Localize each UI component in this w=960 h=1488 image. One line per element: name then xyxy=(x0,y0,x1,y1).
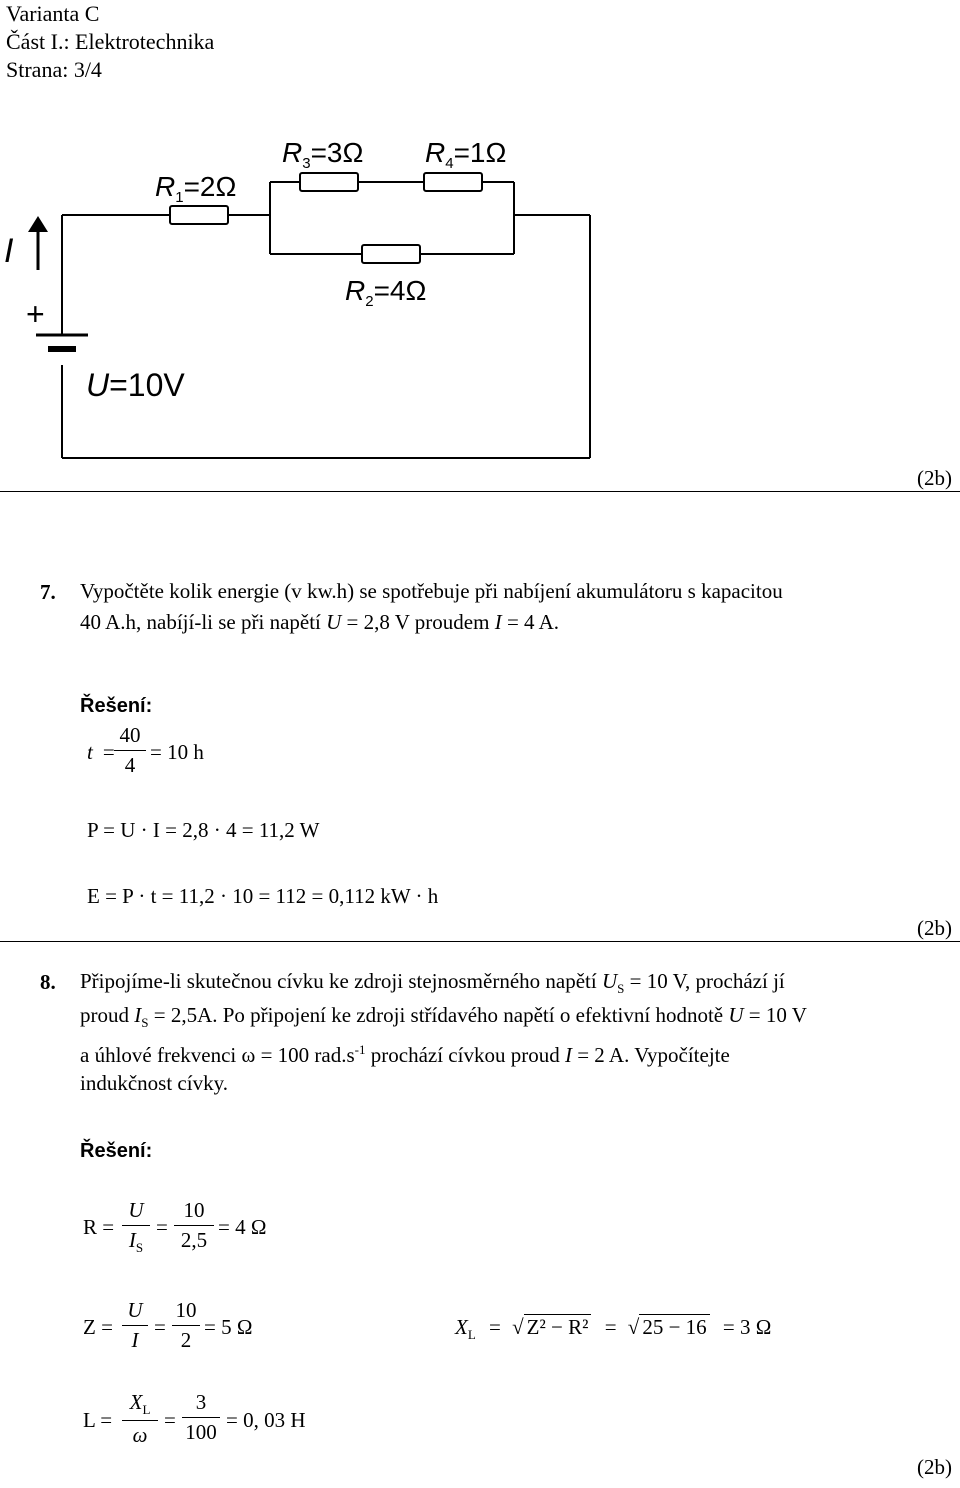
q7-number: 7. xyxy=(40,580,56,604)
q8-eq-l-eq: = xyxy=(164,1408,176,1432)
r3-label: $R_3=3\Omega$ xyxy=(282,137,364,172)
r1-label: $R_1=2\Omega$ xyxy=(155,171,237,206)
q8-eq-z-eq: = xyxy=(154,1315,166,1339)
q8-text-line2: proud $I_S = 2,5A$. Po připojení ke zdroji střídavého napětí o efektivní hodnotě U = 10 V xyxy=(80,1003,807,1031)
q8-eq-r-frac1: U $I_S$ xyxy=(122,1198,150,1256)
q7-eq-p: P = U · I = 2,8 · 4 = 11,2 W xyxy=(87,818,320,842)
score-q8: (2b) xyxy=(917,1455,952,1479)
q8-eq-l-frac1: $X_L$ ω xyxy=(122,1390,158,1448)
current-label: I xyxy=(4,232,14,270)
q7-eq-e: E = P · t = 11,2 · 10 = 112 = 0,112 kW · h xyxy=(87,884,439,908)
q7-solution-label: Řešení: xyxy=(80,695,153,717)
r4-label: $R_4=1\Omega$ xyxy=(425,137,507,172)
q8-eq-l-lhs: L = xyxy=(83,1408,113,1432)
q8-eq-xl: $X_L$ = √ Z² − R² = √ 25 − 16 = 3 Ω xyxy=(455,1315,772,1343)
q7-eq-t: t = xyxy=(87,740,115,764)
q8-text-line4: indukčnost cívky. xyxy=(80,1071,228,1095)
q8-text-line1: Připojíme-li skutečnou cívku ke zdroji stejnosměrného napětí $U_S = 10$ V, prochází jí xyxy=(80,969,785,997)
q8-eq-z-frac1: U I xyxy=(122,1298,148,1353)
variant-label: Varianta C xyxy=(6,1,100,26)
q7-eq-t-fraction: 40 4 xyxy=(114,723,146,778)
q8-eq-r-eq: = xyxy=(156,1215,168,1239)
q7-text-line2: 40 A.h, nabíjí-li se při napětí U = 2,8 V proudem I = 4 A. xyxy=(80,610,560,634)
q8-eq-r-frac2: 10 2,5 xyxy=(174,1198,214,1253)
q8-eq-l-result: = 0, 03 H xyxy=(226,1408,306,1432)
divider xyxy=(0,491,960,492)
part-label: Část I.: Elektrotechnika xyxy=(6,29,215,54)
q8-eq-z-result: = 5 Ω xyxy=(204,1315,253,1339)
divider xyxy=(0,941,960,942)
arrow-up-icon xyxy=(28,216,48,232)
score-q7: (2b) xyxy=(917,916,952,940)
q8-eq-l-frac2: 3 100 xyxy=(182,1390,220,1445)
q8-solution-label: Řešení: xyxy=(80,1140,153,1162)
q8-eq-r-result: = 4 Ω xyxy=(218,1215,267,1239)
q8-eq-r-lhs: R = xyxy=(83,1215,115,1239)
q8-eq-z-lhs: Z = xyxy=(83,1315,113,1339)
plus-sign: + xyxy=(26,296,45,332)
q8-text-line3: a úhlové frekvenci ω = 100 $rad.s^{-1}$ prochází cívkou proud I = 2 A. Vypočítejte xyxy=(80,1042,730,1067)
circuit-diagram xyxy=(0,120,620,470)
voltage-label: U=10V xyxy=(86,367,185,403)
r2-label: $R_2=4\Omega$ xyxy=(345,275,427,310)
score-q6: (2b) xyxy=(917,466,952,490)
page-number: Strana: 3/4 xyxy=(6,57,102,82)
q7-text-line1: Vypočtěte kolik energie (v kw.h) se spotřebuje při nabíjení akumulátoru s kapacitou xyxy=(80,579,783,603)
q7-eq-t-result: = 10 h xyxy=(150,740,204,764)
q8-eq-z-frac2: 10 2 xyxy=(172,1298,200,1353)
q8-number: 8. xyxy=(40,970,56,994)
